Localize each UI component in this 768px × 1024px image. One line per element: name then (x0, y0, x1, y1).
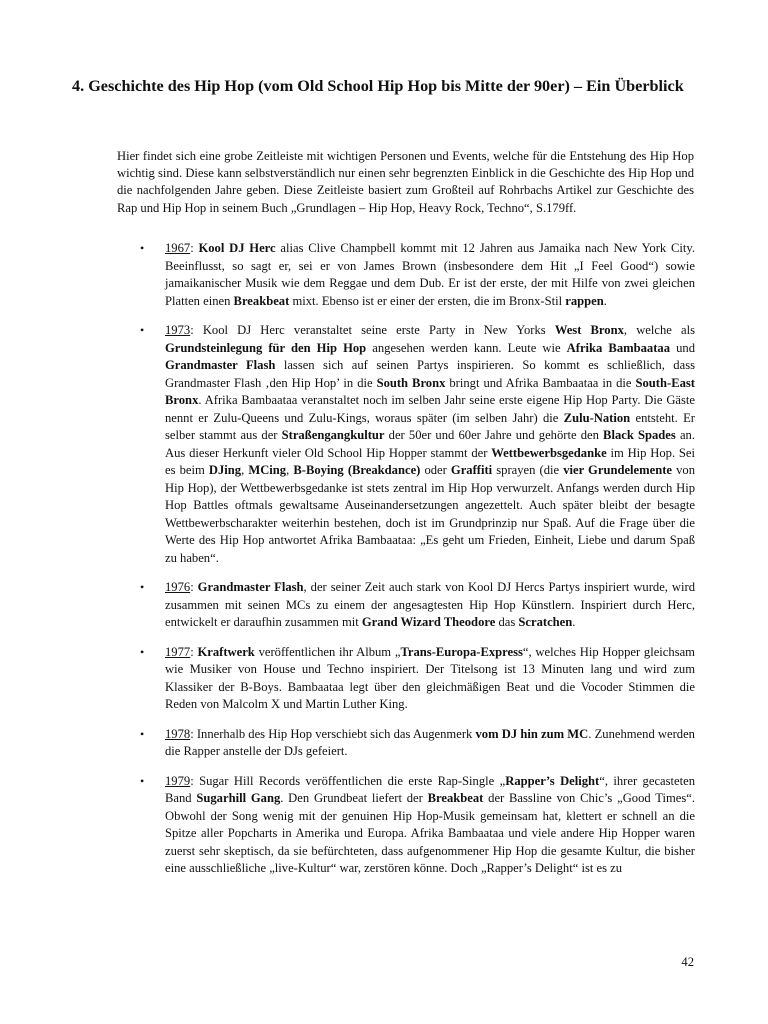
entry-bold-term: Zulu-Nation (563, 410, 631, 425)
entry-text: der Bassline von Chic’s „Good Times“. Obwohl der Song wenig mit der genuinen Hip Hop-Musik gemeinsam hat, klettert er schnell an die Spitze aller Popcharts in Amerika und Europa. Afrika Bambaataa und viele andere Hip Hopper waren zuerst sehr skeptisch, da sie befürchteten, dass aufgenommener Hip Hop die gesamte Kultur, die bisher eine ausschließliche „live-Kultur“ war, zerstören könne. Doch „Rapper’s Delight“ ist es zu (165, 791, 696, 875)
entry-bold-term: Grandmaster Flash (197, 580, 304, 594)
intro-paragraph: Hier findet sich eine grobe Zeitleiste mit wichtigen Personen und Events, welche für die Entstehung des Hip Hop wichtig sind. Diese kann selbstverständlich nur einen sehr begrenzten Einblick in die Geschichte des Hip Hop und die nachfolgenden Jahre geben. Diese Zeitleiste basiert zum Großteil auf Rohrbachs Artikel zur Geschichte des Rap und Hip Hop in seinem Buch „Grundlagen – Hip Hop, Heavy Rock, Techno“, S.179ff. (117, 149, 694, 215)
entry-year: 1973 (165, 323, 191, 337)
bullet-icon: • (140, 726, 145, 741)
entry-year: 1978 (165, 726, 191, 741)
entry-bold-term: vom DJ hin zum MC (475, 726, 589, 741)
entry-text: . Zunehmend werden die Rapper anstelle der DJs gefeiert. (165, 726, 695, 758)
entry-text: angesehen werden kann. Leute wie (366, 340, 567, 355)
entry-year: 1967 (165, 241, 191, 255)
entry-text: alias Clive Champbell kommt mit 12 Jahren aus Jamaika nach New York City. Beeinflusst, so sagt er, sei er von James Brown (insbesondere dem Hit „I Feel Good“) sowie jamaikanischer Musik wie dem Reggae und dem Dub. Er ist der erste, der mit Hilfe von zwei gleichen Platten einen (165, 241, 696, 308)
timeline-entry (135, 240, 695, 310)
timeline-entry (135, 579, 695, 632)
entry-text: : Innerhalb des Hip Hop verschiebt sich das Augenmerk (190, 726, 476, 741)
entry-bold-term: Kraftwerk (197, 644, 255, 659)
entry-text: entsteht. Er selber stammt aus der (165, 410, 695, 442)
timeline-entry (135, 322, 695, 567)
bullet-icon: • (140, 773, 145, 788)
entry-bold-term: Straßengangkultur (281, 428, 385, 442)
entry-text: sprayen (die (492, 463, 564, 477)
entry-bold-term: Graffiti (450, 463, 493, 477)
entry-text: , welche als (623, 323, 695, 337)
entry-bold-term: Afrika Bambaataa (566, 340, 671, 355)
entry-text: “, ihrer gecasteten Band (165, 773, 695, 805)
entry-text: der 50er und 60er Jahre und gehörte den (384, 428, 604, 442)
entry-text: , (286, 463, 294, 477)
entry-text: . (572, 615, 576, 629)
entry-bold-term: MCing (248, 463, 287, 477)
entry-text: von Hip Hop), der Wettbewerbsgedanke ist stets zentral im Hip Hop verwurzelt. Anfangs werden durch Hip Hop Battles oftmals gewaltsame Auseinandersetzungen angezettelt. Auch später bleibt der besagte Wettbewerbscharakter weiterhin bestehen, doch ist im Grundprinzip nur Spaß. Auf die Frage über die Werte des Hip Hop antwortet Afrika Bambaataa: „Es geht um Frieden, Einheit, Liebe und darum Spaß zu haben“. (165, 463, 695, 565)
entry-bold-term: Sugarhill Gang (196, 791, 281, 805)
entry-bold-term: DJing (208, 463, 242, 477)
entry-bold-term: Scratchen (518, 615, 573, 629)
entry-bold-term: West Bronx (554, 323, 624, 337)
entry-text: bringt und Afrika Bambaataa in die (445, 375, 636, 390)
entry-year: 1977 (165, 644, 191, 659)
entry-year: 1979 (165, 773, 191, 788)
entry-bold-term: Grand Wizard Theodore (361, 615, 496, 629)
entry-bold-term: South-East Bronx (165, 375, 695, 407)
timeline-entry (135, 644, 695, 714)
bullet-icon: • (140, 323, 145, 337)
timeline-list (135, 240, 695, 890)
entry-text: : Kool DJ Herc veranstaltet seine erste Party in New Yorks (190, 323, 555, 337)
entry-bold-term: Grandmaster Flash (165, 358, 276, 372)
entry-bold-term: Rapper’s Delight (505, 773, 600, 788)
entry-text: im Hip Hop. Sei es beim (165, 445, 696, 477)
entry-bold-term: Grundsteinlegung für den Hip Hop (165, 340, 367, 355)
entry-bold-term: South Bronx (376, 375, 446, 390)
entry-text: . Den Grundbeat liefert der (280, 791, 428, 805)
entry-bold-term: B-Boying (Breakdance) (293, 463, 421, 477)
entry-bold-term: Breakbeat (427, 791, 484, 805)
entry-bold-term: Kool DJ Herc (198, 241, 276, 255)
entry-bold-term: Trans-Europa-Express (400, 644, 523, 659)
entry-text: , (241, 463, 249, 477)
bullet-icon: • (140, 644, 145, 659)
section-heading: 4. Geschichte des Hip Hop (vom Old School Hip Hop bis Mitte der 90er) – Ein Überblick (72, 77, 684, 95)
entry-text: veröffentlichen ihr Album „ (254, 644, 401, 659)
entry-text: . (603, 293, 607, 308)
entry-bold-term: Wettbewerbsgedanke (491, 445, 607, 460)
entry-bold-term: rappen (565, 293, 604, 308)
entry-bold-term: Black Spades (603, 428, 676, 442)
entry-bold-term: Breakbeat (233, 293, 290, 308)
entry-text: mixt. Ebenso ist er einer der ersten, die im Bronx-Stil (289, 293, 566, 308)
bullet-icon: • (140, 580, 145, 594)
entry-text: : (190, 241, 199, 255)
page-number: 42 (681, 955, 694, 969)
entry-text: : (190, 580, 198, 594)
timeline-entry (135, 773, 695, 878)
entry-text: lassen sich auf seinen Partys inspirieren. So kommt es schließlich, dass Grandmaster Flash ‚den Hip Hop’ in die (165, 358, 695, 390)
entry-bold-term: vier Grundelemente (563, 463, 673, 477)
entry-text: und (670, 340, 695, 355)
entry-text: an. Aus dieser Herkunft vieler Old School Hip Hopper stammt der (165, 428, 695, 460)
entry-text: , der seiner Zeit auch stark von Kool DJ Hercs Partys inspiriert wurde, wird zusammen mit seinen MCs zu einem der angesagtesten Hip Hop Künstlern. Inspiriert durch Herc, entwickelt er daraufhin zusammen mit (165, 580, 695, 629)
entry-text: : (190, 644, 198, 659)
entry-year: 1976 (165, 580, 191, 594)
entry-text: . Afrika Bambaataa veranstaltet noch im selben Jahr seine erste eigene Hip Hop Party. Die Gäste nennt er Zulu-Queens und Zulu-Kings, woraus später (im selben Jahr) die (165, 393, 695, 425)
entry-text: “, welches Hip Hopper gleichsam wie Musiker von House und Techno inspiriert. Der Titelsong ist 13 Minuten lang und wird zum Klassiker der B-Boys. Bambaataa legt über den gleichmäßigen Beat und die Vocoder Stimmen die Reden von Malcolm X und Martin Luther King. (165, 644, 695, 711)
timeline-entry (135, 726, 695, 761)
entry-text: oder (420, 463, 451, 477)
bullet-icon: • (140, 241, 145, 255)
entry-text: : Sugar Hill Records veröffentlichen die erste Rap-Single „ (190, 773, 506, 788)
entry-text: das (495, 615, 519, 629)
